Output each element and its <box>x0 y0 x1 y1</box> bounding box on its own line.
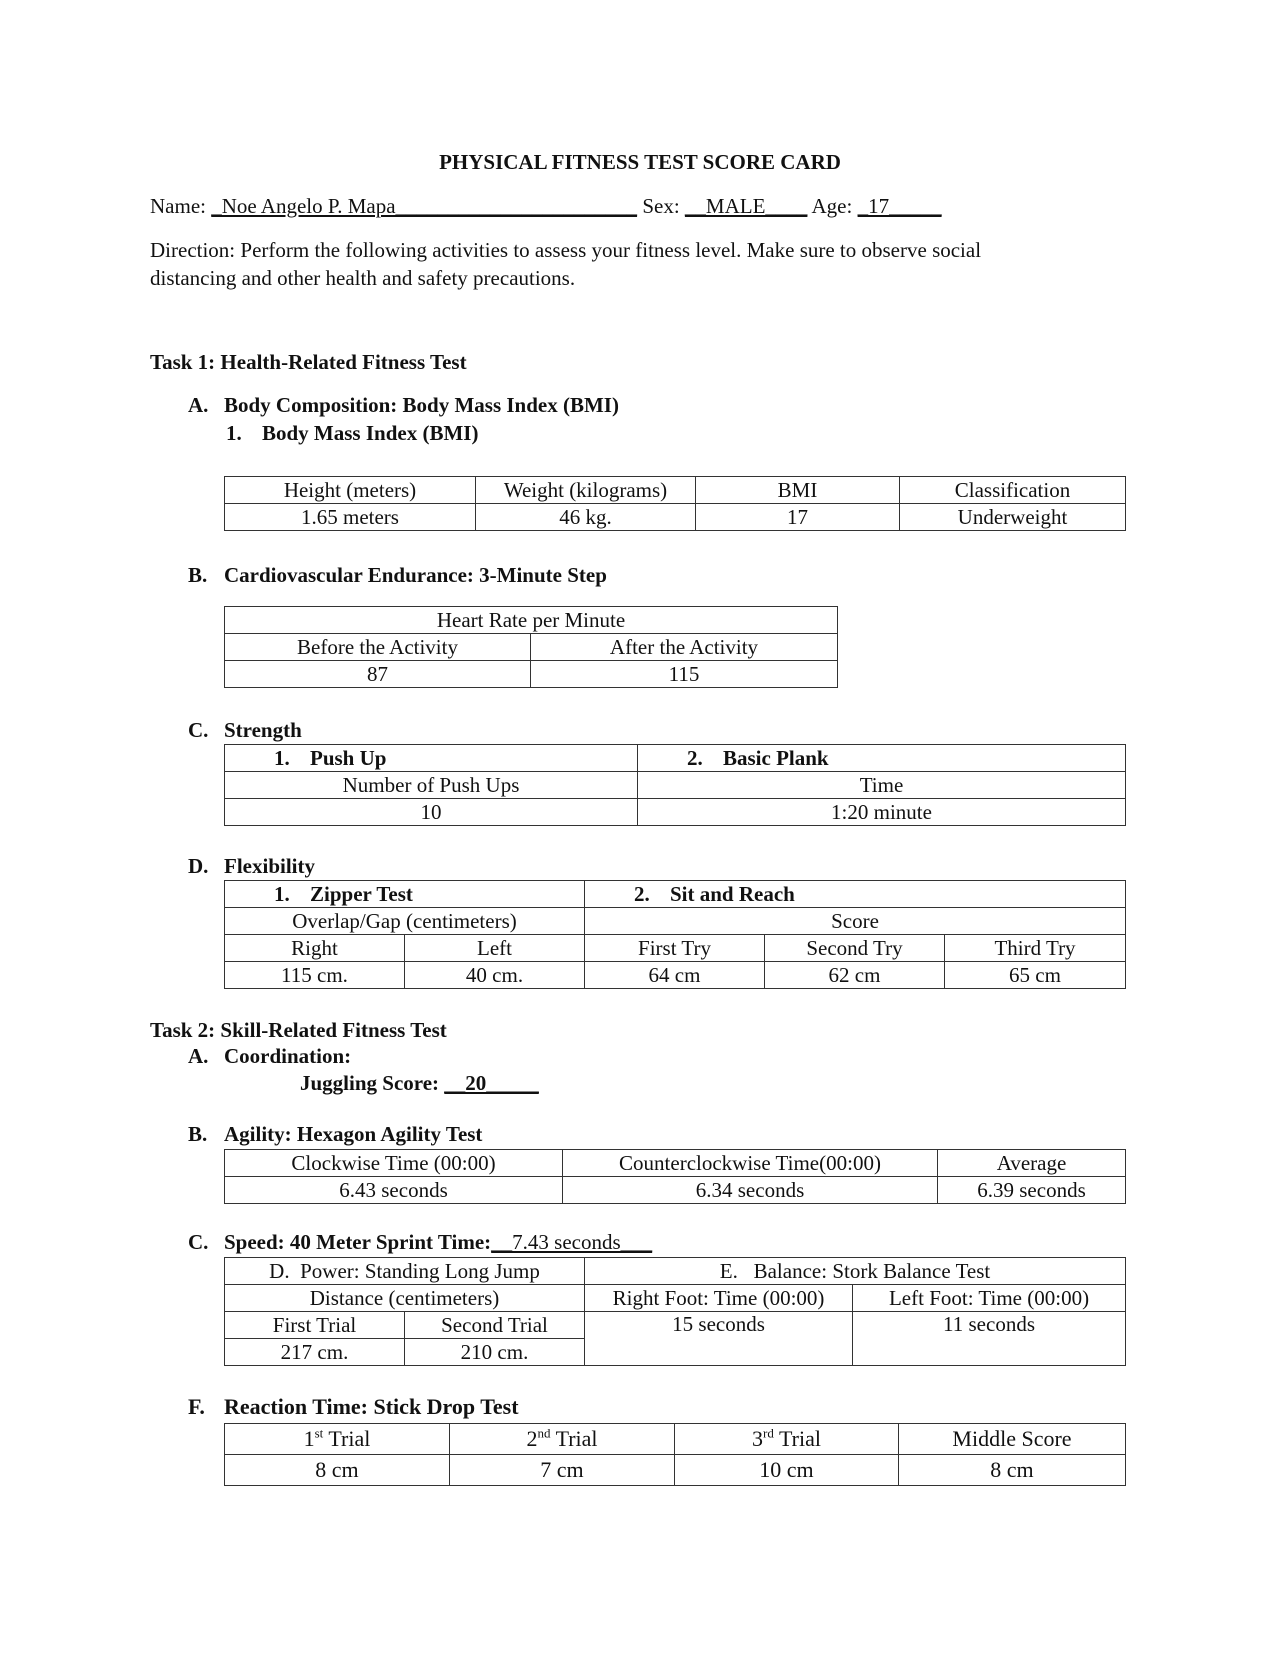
heart-rate-table <box>224 606 838 688</box>
power-balance-table <box>224 1257 1126 1366</box>
task2-f-letter: F. <box>188 1394 205 1419</box>
speed-label: Speed: 40 Meter Sprint Time: <box>224 1230 492 1254</box>
task1-a-heading <box>188 393 619 418</box>
page-title: PHYSICAL FITNESS TEST SCORE CARD <box>439 150 841 174</box>
juggling-value: __20_____ <box>444 1071 539 1095</box>
info-line <box>150 194 942 219</box>
table-header: Weight (kilograms) <box>476 477 696 504</box>
table-cell: 6.39 seconds <box>938 1177 1126 1204</box>
task1-a-sub-title: Body Mass Index (BMI) <box>262 421 479 445</box>
task1-title: Task 1: Health-Related Fitness Test <box>150 350 467 374</box>
table-header: Height (meters) <box>225 477 476 504</box>
agility-table <box>224 1149 1126 1204</box>
sit-reach-num: 2. <box>634 882 650 906</box>
reaction-time-table <box>224 1423 1126 1486</box>
table-row <box>225 881 1126 908</box>
name-label: Name: <box>150 194 206 218</box>
table-row <box>225 799 1126 826</box>
table-row <box>225 908 1126 935</box>
trial-1-sup: st <box>314 1425 324 1441</box>
table-cell: 64 cm <box>585 962 765 989</box>
table-row <box>225 772 1126 799</box>
task1-c-letter: C. <box>188 718 209 742</box>
sex-value: __MALE____ <box>684 194 808 218</box>
name-value: _Noe Angelo P. Mapa_______________________ <box>211 194 638 218</box>
table-row <box>225 504 1126 531</box>
task1-a-title: Body Composition: Body Mass Index (BMI) <box>224 393 619 417</box>
task1-d-letter: D. <box>188 854 209 878</box>
task1-a-sub-num: 1. <box>226 421 242 445</box>
power-title: Power: Standing Long Jump <box>300 1259 540 1283</box>
direction-line-2: distancing and other health and safety precautions. <box>150 266 576 290</box>
sex-label: Sex: <box>642 194 680 218</box>
table-row <box>225 607 838 634</box>
table-cell: 46 kg. <box>476 504 696 531</box>
table-row <box>225 634 838 661</box>
task2-title: Task 2: Skill-Related Fitness Test <box>150 1018 447 1042</box>
task2-f-title: Reaction Time: Stick Drop Test <box>224 1394 519 1419</box>
task1-c-title: Strength <box>224 718 302 742</box>
trial-2-sup: nd <box>537 1425 551 1441</box>
table-cell: 1.65 meters <box>225 504 476 531</box>
table-header: Distance (centimeters) <box>225 1285 585 1312</box>
table-row <box>225 477 1126 504</box>
table-header: BMI <box>696 477 900 504</box>
age-label: Age: <box>811 194 853 218</box>
table-cell: 115 <box>531 661 838 688</box>
table-header: Third Try <box>945 935 1126 962</box>
trial-2-word: Trial <box>555 1426 598 1451</box>
table-row <box>225 1150 1126 1177</box>
trial-1-header <box>225 1424 450 1455</box>
task1-a-subheading <box>226 421 478 446</box>
balance-letter: E. <box>719 1259 738 1283</box>
table-cell: 62 cm <box>765 962 945 989</box>
table-header: Before the Activity <box>225 634 531 661</box>
table-header: Time <box>638 772 1126 799</box>
table-row <box>225 1312 1126 1339</box>
trial-1-word: Trial <box>328 1426 371 1451</box>
table-cell: 17 <box>696 504 900 531</box>
table-cell: 87 <box>225 661 531 688</box>
trial-3-sup: rd <box>763 1425 774 1441</box>
trial-3-num: 3 <box>752 1426 764 1451</box>
task1-d-title: Flexibility <box>224 854 315 878</box>
table-header: Average <box>938 1150 1126 1177</box>
balance-heading <box>585 1258 1126 1285</box>
juggling-label: Juggling Score: <box>300 1071 440 1095</box>
table-row <box>225 1455 1126 1486</box>
table-header: Number of Push Ups <box>225 772 638 799</box>
task2-a-title: Coordination: <box>224 1044 352 1068</box>
table-row <box>225 661 838 688</box>
task1-b-title: Cardiovascular Endurance: 3-Minute Step <box>224 563 607 587</box>
table-row <box>225 1177 1126 1204</box>
table-cell: 40 cm. <box>405 962 585 989</box>
zipper-test-title: Zipper Test <box>310 882 413 906</box>
middle-score-header: Middle Score <box>899 1424 1126 1455</box>
table-header: Overlap/Gap (centimeters) <box>225 908 585 935</box>
trial-3-header <box>675 1424 899 1455</box>
table-header: Right Foot: Time (00:00) <box>585 1285 853 1312</box>
table-header: Second Try <box>765 935 945 962</box>
zipper-test-num: 1. <box>274 882 290 906</box>
table-cell: 115 cm. <box>225 962 405 989</box>
task2-b-letter: B. <box>188 1122 208 1146</box>
power-letter: D. <box>269 1259 290 1283</box>
strength-table <box>224 744 1126 826</box>
table-cell: 15 seconds <box>585 1312 853 1366</box>
table-header: Second Trial <box>405 1312 585 1339</box>
basic-plank-num: 2. <box>687 746 703 770</box>
push-up-num: 1. <box>274 746 290 770</box>
trial-1-num: 1 <box>303 1426 315 1451</box>
basic-plank-heading <box>638 745 1126 772</box>
task1-a-letter: A. <box>188 393 209 417</box>
table-row <box>225 1424 1126 1455</box>
table-header: Heart Rate per Minute <box>225 607 838 634</box>
table-row <box>225 935 1126 962</box>
table-header: Classification <box>900 477 1126 504</box>
sit-reach-title: Sit and Reach <box>670 882 795 906</box>
task1-c-heading <box>188 718 302 743</box>
age-value: _17_____ <box>857 194 942 218</box>
task2-b-title: Agility: Hexagon Agility Test <box>224 1122 483 1146</box>
table-header: Left Foot: Time (00:00) <box>853 1285 1126 1312</box>
task1-d-heading <box>188 854 315 879</box>
push-up-title: Push Up <box>310 746 387 770</box>
table-header: Counterclockwise Time(00:00) <box>563 1150 938 1177</box>
sit-reach-heading <box>585 881 1126 908</box>
task1-b-heading <box>188 563 607 588</box>
table-cell: 11 seconds <box>853 1312 1126 1366</box>
table-cell: 8 cm <box>225 1455 450 1486</box>
push-up-heading <box>225 745 638 772</box>
table-header: Right <box>225 935 405 962</box>
task2-a-letter: A. <box>188 1044 209 1068</box>
trial-2-header <box>450 1424 675 1455</box>
speed-value: __7.43 seconds___ <box>491 1230 653 1254</box>
table-header: After the Activity <box>531 634 838 661</box>
task1-b-letter: B. <box>188 563 208 587</box>
table-cell: 6.34 seconds <box>563 1177 938 1204</box>
table-header: Score <box>585 908 1126 935</box>
direction-line-1: Direction: Perform the following activities to assess your fitness level. Make sure to observe social <box>150 238 982 262</box>
table-cell: 8 cm <box>899 1455 1126 1486</box>
table-row <box>225 962 1126 989</box>
table-cell: 210 cm. <box>405 1339 585 1366</box>
table-header: First Trial <box>225 1312 405 1339</box>
table-cell: 7 cm <box>450 1455 675 1486</box>
task2-a-heading <box>188 1044 351 1069</box>
table-cell: 217 cm. <box>225 1339 405 1366</box>
zipper-test-heading <box>225 881 585 908</box>
basic-plank-title: Basic Plank <box>723 746 829 770</box>
power-heading <box>225 1258 585 1285</box>
table-header: Left <box>405 935 585 962</box>
table-header: Clockwise Time (00:00) <box>225 1150 563 1177</box>
table-row <box>225 1285 1126 1312</box>
trial-3-word: Trial <box>778 1426 821 1451</box>
table-cell: 65 cm <box>945 962 1126 989</box>
table-cell: 6.43 seconds <box>225 1177 563 1204</box>
bmi-table <box>224 476 1126 531</box>
table-cell: 10 <box>225 799 638 826</box>
table-row <box>225 745 1126 772</box>
table-cell: 10 cm <box>675 1455 899 1486</box>
table-row <box>225 1258 1126 1285</box>
table-cell: 1:20 minute <box>638 799 1126 826</box>
flexibility-table <box>224 880 1126 989</box>
table-cell: Underweight <box>900 504 1126 531</box>
trial-2-num: 2 <box>526 1426 538 1451</box>
table-header: First Try <box>585 935 765 962</box>
task2-c-letter: C. <box>188 1230 209 1254</box>
task2-f-heading <box>188 1394 519 1420</box>
task2-b-heading <box>188 1122 482 1147</box>
juggling-score <box>300 1071 539 1096</box>
balance-title: Balance: Stork Balance Test <box>753 1259 991 1283</box>
task2-c-heading <box>188 1230 652 1255</box>
